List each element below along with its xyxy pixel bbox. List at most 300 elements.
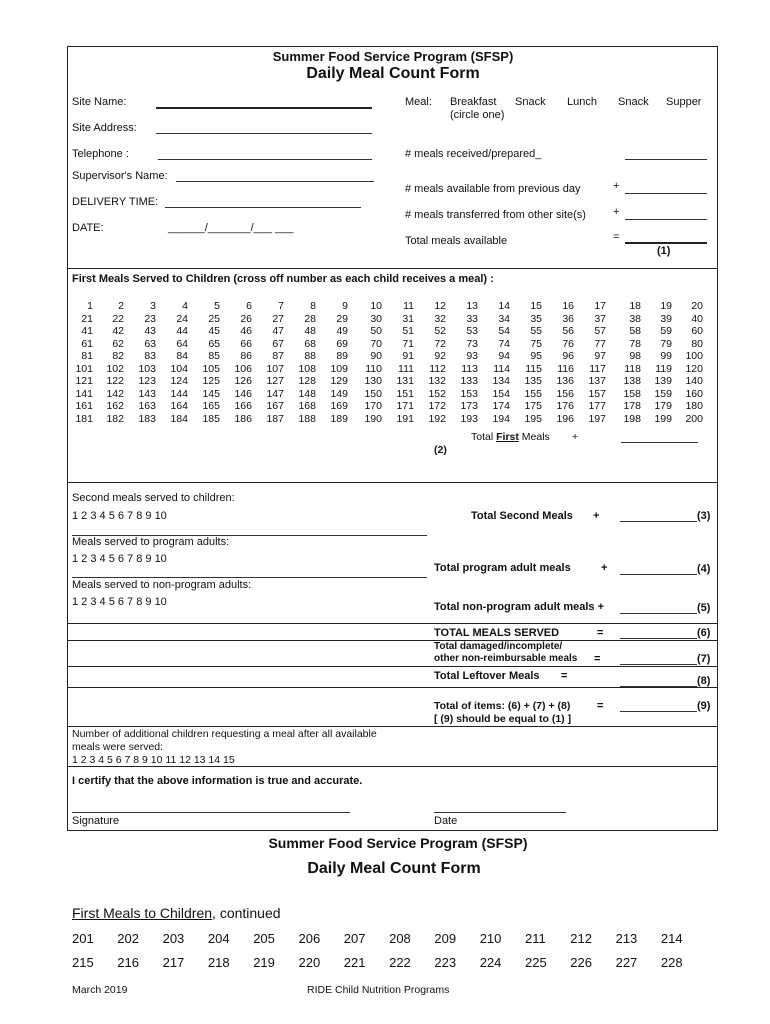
meal-number[interactable]: 161 — [75, 400, 93, 412]
meal-number[interactable]: 9 — [342, 300, 348, 312]
continued-heading — [72, 905, 281, 921]
meal-number[interactable]: 32 — [434, 312, 446, 325]
meal-number[interactable]: 12 — [434, 300, 446, 312]
meal-number[interactable]: 108 — [298, 362, 316, 375]
meal-number[interactable]: 7 — [278, 300, 284, 312]
total-first-meals-field[interactable] — [621, 442, 698, 443]
meal-number[interactable]: 126 — [234, 375, 252, 387]
meal-number[interactable]: 149 — [330, 387, 348, 400]
meal-number[interactable]: 162 — [106, 400, 124, 412]
section-divider — [67, 623, 718, 624]
plus-sign: + — [613, 180, 620, 192]
meal-number[interactable]: 114 — [493, 362, 510, 375]
meal-number[interactable]: 35 — [530, 312, 542, 325]
meal-number[interactable]: 40 — [691, 312, 703, 325]
meal-number[interactable]: 86 — [240, 350, 252, 362]
meal-number[interactable]: 98 — [629, 350, 641, 362]
date-signature-label: Date — [434, 815, 458, 827]
telephone-field[interactable] — [158, 159, 372, 160]
meal-number[interactable]: 64 — [176, 337, 188, 350]
meal-number[interactable]: 17 — [594, 300, 606, 312]
meal-number[interactable]: 101 — [75, 362, 93, 375]
total-available-field[interactable] — [625, 242, 707, 244]
meal-number[interactable]: 79 — [660, 337, 672, 350]
meal-number[interactable]: 215 — [72, 955, 94, 970]
meal-number[interactable]: 2 — [118, 300, 124, 312]
meal-number[interactable]: 31 — [402, 312, 414, 325]
section-divider — [67, 726, 718, 727]
meal-number[interactable]: 118 — [624, 362, 641, 375]
page2-form-title: Daily Meal Count Form — [307, 860, 481, 877]
leftover-label: Total Leftover Meals — [434, 670, 540, 682]
meals-transferred-field[interactable] — [625, 219, 707, 220]
meal-number[interactable]: 60 — [691, 325, 703, 337]
meal-number[interactable]: 25 — [208, 312, 220, 325]
meal-number[interactable]: 33 — [466, 312, 478, 325]
meal-number[interactable]: 11 — [403, 300, 414, 312]
meal-number[interactable]: 99 — [660, 350, 672, 362]
meal-number[interactable]: 24 — [176, 312, 188, 325]
meal-number[interactable]: 171 — [396, 400, 414, 412]
meal-number[interactable]: 29 — [336, 312, 348, 325]
meal-number[interactable]: 139 — [654, 375, 672, 387]
separator — [72, 577, 427, 578]
meal-number[interactable]: 148 — [298, 387, 316, 400]
meal-number[interactable]: 15 — [530, 300, 542, 312]
total-first-suffix: Meals — [518, 431, 550, 443]
meal-number[interactable]: 180 — [685, 400, 703, 412]
meal-number[interactable]: 65 — [208, 337, 220, 350]
meal-number[interactable]: 92 — [434, 350, 446, 362]
meal-number[interactable]: 142 — [106, 387, 124, 400]
meal-number[interactable]: 217 — [162, 955, 185, 970]
meal-number[interactable]: 213 — [615, 931, 638, 946]
damaged-meals-field[interactable] — [620, 664, 697, 665]
meal-number[interactable]: 166 — [234, 400, 252, 412]
meal-number[interactable]: 172 — [428, 400, 446, 412]
meal-number[interactable]: 26 — [240, 312, 252, 325]
meal-number[interactable]: 170 — [364, 400, 382, 412]
meal-number[interactable]: 47 — [272, 325, 284, 337]
meal-number[interactable]: 19 — [660, 300, 672, 312]
meal-number[interactable]: 49 — [336, 325, 348, 337]
meal-number[interactable]: 39 — [660, 312, 672, 325]
second-meals-numbers[interactable]: 1 2 3 4 5 6 7 8 9 10 — [72, 510, 167, 522]
meal-number[interactable]: 74 — [498, 337, 510, 350]
meal-number[interactable]: 202 — [117, 931, 139, 946]
meal-number[interactable]: 188 — [298, 412, 316, 425]
meal-number[interactable]: 175 — [524, 400, 542, 412]
meal-number[interactable]: 78 — [629, 337, 641, 350]
meal-number[interactable]: 94 — [498, 350, 510, 362]
meal-number[interactable]: 73 — [466, 337, 478, 350]
nonprogram-adults-label: Meals served to non-program adults: — [72, 579, 252, 591]
meal-number[interactable]: 51 — [402, 325, 414, 337]
number-row — [70, 363, 703, 376]
meal-number[interactable]: 102 — [106, 362, 124, 375]
meal-number[interactable]: 176 — [556, 400, 574, 412]
meal-number[interactable]: 119 — [655, 362, 672, 375]
meal-number[interactable]: 58 — [629, 325, 641, 337]
total-second-meals-label: Total Second Meals — [471, 510, 573, 522]
meal-number[interactable]: 200 — [685, 412, 703, 425]
date-signature-field[interactable] — [434, 812, 566, 813]
meal-number[interactable]: 156 — [556, 387, 574, 400]
meal-number[interactable]: 210 — [479, 931, 502, 946]
meal-number[interactable]: 83 — [144, 350, 156, 362]
meal-number[interactable]: 72 — [434, 337, 446, 350]
meal-number[interactable]: 159 — [654, 387, 672, 400]
meal-number[interactable]: 146 — [234, 387, 252, 400]
meal-number[interactable]: 189 — [330, 412, 348, 425]
meal-number[interactable]: 20 — [691, 300, 703, 312]
meal-number[interactable]: 221 — [343, 955, 366, 970]
meal-number[interactable]: 224 — [479, 955, 502, 970]
meal-number[interactable]: 133 — [460, 375, 478, 387]
meal-number[interactable]: 132 — [428, 375, 446, 387]
meal-number[interactable]: 91 — [402, 350, 414, 362]
meal-number[interactable]: 18 — [629, 300, 641, 312]
meal-number[interactable]: 44 — [176, 325, 188, 337]
meal-number[interactable]: 56 — [562, 325, 574, 337]
meal-number[interactable]: 84 — [176, 350, 188, 362]
meal-number[interactable]: 206 — [298, 931, 321, 946]
meal-number[interactable]: 164 — [170, 400, 188, 412]
meal-number[interactable]: 89 — [336, 350, 348, 362]
meal-number[interactable]: 69 — [336, 337, 348, 350]
meal-number[interactable]: 68 — [304, 337, 316, 350]
nonprogram-adults-numbers[interactable]: 1 2 3 4 5 6 7 8 9 10 — [72, 596, 167, 608]
meal-number[interactable]: 183 — [138, 412, 156, 425]
meal-number[interactable]: 93 — [466, 350, 478, 362]
meal-number[interactable]: 8 — [310, 300, 316, 312]
meal-number[interactable]: 182 — [106, 412, 124, 425]
meal-number[interactable]: 34 — [498, 312, 510, 325]
total-program-adult-label: Total program adult meals — [434, 562, 571, 574]
meal-number[interactable]: 135 — [524, 375, 542, 387]
meal-number[interactable]: 110 — [365, 362, 382, 375]
meal-number[interactable]: 197 — [588, 412, 606, 425]
meal-number[interactable]: 154 — [492, 387, 510, 400]
site-name-label: Site Name: — [72, 96, 127, 108]
ref-3: (3) — [697, 510, 711, 522]
footer-org: RIDE Child Nutrition Programs — [307, 984, 450, 996]
form-title: Daily Meal Count Form — [306, 65, 480, 82]
total-meals-served-field[interactable] — [620, 638, 697, 639]
meal-number[interactable]: 117 — [589, 362, 606, 375]
meal-number[interactable]: 228 — [660, 955, 683, 970]
meal-number[interactable]: 75 — [530, 337, 542, 350]
meal-number[interactable]: 80 — [691, 337, 703, 350]
meal-number[interactable]: 223 — [434, 955, 457, 970]
meal-number[interactable]: 222 — [389, 955, 411, 970]
plus-sign: + — [593, 510, 600, 522]
meal-option-snack-pm[interactable]: Snack — [618, 96, 649, 108]
meal-number[interactable]: 128 — [298, 375, 316, 387]
meal-number[interactable]: 178 — [623, 400, 641, 412]
meal-number[interactable]: 185 — [202, 412, 220, 425]
meal-number[interactable]: 6 — [246, 300, 252, 312]
section-divider — [67, 482, 718, 483]
meal-number[interactable]: 147 — [266, 387, 284, 400]
meal-number[interactable]: 181 — [75, 412, 93, 425]
meal-number[interactable]: 134 — [492, 375, 510, 387]
meal-number[interactable]: 127 — [266, 375, 284, 387]
meal-number[interactable]: 226 — [570, 955, 592, 970]
meal-number[interactable]: 96 — [562, 350, 574, 362]
meal-number[interactable]: 155 — [524, 387, 542, 400]
meal-number[interactable]: 81 — [81, 350, 93, 362]
meal-number[interactable]: 54 — [498, 325, 510, 337]
meal-number[interactable]: 138 — [623, 375, 641, 387]
damaged-label-1: Total damaged/incomplete/ — [434, 641, 563, 652]
meal-number[interactable]: 71 — [402, 337, 414, 350]
meal-number[interactable]: 192 — [428, 412, 446, 425]
date-field[interactable]: ______/_______/___ ___ — [168, 222, 294, 234]
meal-number[interactable]: 38 — [629, 312, 641, 325]
section-divider — [67, 268, 718, 269]
meal-number[interactable]: 205 — [253, 931, 275, 946]
meal-number[interactable]: 104 — [170, 362, 188, 375]
meal-number[interactable]: 123 — [138, 375, 156, 387]
total-second-meals-field[interactable] — [620, 521, 697, 522]
continued-suffix: , continued — [212, 905, 281, 921]
total-program-adult-field[interactable] — [620, 574, 697, 575]
page2-program-title: Summer Food Service Program (SFSP) — [268, 835, 528, 851]
meal-label: Meal: — [405, 96, 432, 108]
site-address-label: Site Address: — [72, 122, 137, 134]
meal-number[interactable]: 195 — [524, 412, 542, 425]
meal-number[interactable]: 199 — [654, 412, 672, 425]
meal-number[interactable]: 225 — [525, 955, 547, 970]
meal-number[interactable]: 76 — [562, 337, 574, 350]
number-row — [70, 313, 703, 326]
meal-number[interactable]: 211 — [525, 931, 546, 946]
program-title: Summer Food Service Program (SFSP) — [272, 49, 514, 64]
meal-number[interactable]: 43 — [144, 325, 156, 337]
meal-number[interactable]: 144 — [170, 387, 188, 400]
total-items-field[interactable] — [620, 711, 697, 712]
meal-number[interactable]: 153 — [460, 387, 478, 400]
meal-number[interactable]: 90 — [370, 350, 382, 362]
meal-number[interactable]: 59 — [660, 325, 672, 337]
meal-number[interactable]: 207 — [343, 931, 366, 946]
meal-number[interactable]: 5 — [214, 300, 220, 312]
meal-option-snack-am[interactable]: Snack — [515, 96, 546, 108]
meal-number[interactable]: 97 — [594, 350, 606, 362]
meal-number[interactable]: 28 — [304, 312, 316, 325]
meal-number[interactable]: 37 — [594, 312, 606, 325]
meal-number[interactable]: 143 — [138, 387, 156, 400]
meal-number[interactable]: 152 — [428, 387, 446, 400]
meal-number[interactable]: 186 — [234, 412, 252, 425]
meal-number[interactable]: 151 — [396, 387, 414, 400]
meal-number[interactable]: 165 — [202, 400, 220, 412]
meal-option-lunch[interactable]: Lunch — [567, 96, 597, 108]
meal-number[interactable]: 201 — [72, 931, 94, 946]
second-meals-label: Second meals served to children: — [72, 492, 235, 504]
meal-number[interactable]: 216 — [117, 955, 139, 970]
ref-4: (4) — [697, 563, 711, 575]
meal-number[interactable]: 107 — [266, 362, 284, 375]
meal-number[interactable]: 212 — [570, 931, 592, 946]
meal-number[interactable]: 30 — [370, 312, 382, 325]
meal-number[interactable]: 105 — [202, 362, 220, 375]
circle-one-note: (circle one) — [450, 109, 505, 121]
ref-5: (5) — [697, 602, 711, 614]
meal-number[interactable]: 111 — [398, 362, 414, 375]
meal-number[interactable]: 55 — [530, 325, 542, 337]
section-divider — [67, 766, 718, 767]
meal-number[interactable]: 70 — [370, 337, 382, 350]
meal-number[interactable]: 145 — [202, 387, 220, 400]
meal-number[interactable]: 196 — [556, 412, 574, 425]
meal-option-supper[interactable]: Supper — [666, 96, 702, 108]
meal-number[interactable]: 116 — [557, 362, 574, 375]
meal-number[interactable]: 100 — [685, 350, 703, 362]
meal-number[interactable]: 61 — [81, 337, 93, 350]
meal-number[interactable]: 158 — [623, 387, 641, 400]
meal-number[interactable]: 187 — [266, 412, 284, 425]
meal-number[interactable]: 125 — [202, 375, 220, 387]
meal-number[interactable]: 193 — [460, 412, 478, 425]
program-adults-numbers[interactable]: 1 2 3 4 5 6 7 8 9 10 — [72, 553, 167, 565]
meal-number[interactable]: 209 — [434, 931, 457, 946]
meal-number[interactable]: 198 — [623, 412, 641, 425]
equals-sign: = — [613, 231, 620, 243]
meal-number[interactable]: 27 — [272, 312, 284, 325]
meals-received-field[interactable] — [625, 159, 707, 160]
meals-previous-field[interactable] — [625, 193, 707, 194]
meal-number[interactable]: 95 — [530, 350, 542, 362]
additional-numbers[interactable]: 1 2 3 4 5 6 7 8 9 10 11 12 13 14 15 — [72, 754, 235, 766]
meal-number[interactable]: 21 — [81, 312, 93, 325]
supervisor-label: Supervisor's Name: — [72, 170, 168, 182]
meal-number[interactable]: 168 — [298, 400, 316, 412]
meal-number[interactable]: 115 — [525, 362, 542, 375]
meal-number[interactable]: 52 — [434, 325, 446, 337]
meal-number[interactable]: 82 — [112, 350, 124, 362]
certify-statement: I certify that the above information is true and accurate. — [72, 775, 363, 787]
meal-number[interactable]: 106 — [234, 362, 252, 375]
supervisor-field[interactable] — [176, 181, 374, 182]
meal-number[interactable]: 129 — [330, 375, 348, 387]
meal-number[interactable]: 45 — [208, 325, 220, 337]
meal-number[interactable]: 179 — [654, 400, 672, 412]
meal-number[interactable]: 67 — [272, 337, 284, 350]
meal-option-breakfast[interactable]: Breakfast — [450, 96, 497, 108]
site-address-field[interactable] — [156, 133, 372, 134]
total-first-meals-label — [471, 431, 550, 443]
meal-number[interactable]: 219 — [253, 955, 275, 970]
meal-number[interactable]: 53 — [466, 325, 478, 337]
meal-number[interactable]: 48 — [304, 325, 316, 337]
signature-field[interactable] — [72, 812, 350, 813]
meal-number[interactable]: 16 — [562, 300, 574, 312]
meal-number[interactable]: 194 — [492, 412, 510, 425]
meal-number[interactable]: 157 — [588, 387, 606, 400]
number-row — [70, 400, 703, 413]
delivery-time-field[interactable] — [165, 207, 361, 208]
plus-sign: + — [572, 431, 579, 443]
meal-number[interactable]: 50 — [370, 325, 382, 337]
meal-number[interactable]: 14 — [498, 300, 510, 312]
ref-2: (2) — [434, 444, 447, 456]
meal-number[interactable]: 163 — [138, 400, 156, 412]
meal-number[interactable]: 227 — [615, 955, 638, 970]
meal-number[interactable]: 66 — [240, 337, 252, 350]
meal-number[interactable]: 167 — [266, 400, 284, 412]
meal-number[interactable]: 173 — [460, 400, 478, 412]
meal-number[interactable]: 160 — [685, 387, 703, 400]
meal-number[interactable]: 130 — [364, 375, 382, 387]
meal-number[interactable]: 10 — [370, 300, 382, 312]
site-name-field[interactable] — [156, 107, 372, 109]
meal-number[interactable]: 85 — [208, 350, 220, 362]
damaged-label-2: other non-reimbursable meals — [434, 653, 578, 664]
meal-number[interactable]: 4 — [182, 300, 188, 312]
meal-number[interactable]: 13 — [466, 300, 478, 312]
meal-number[interactable]: 113 — [461, 362, 478, 375]
meal-number[interactable]: 141 — [75, 387, 93, 400]
meal-number[interactable]: 36 — [562, 312, 574, 325]
meal-number[interactable]: 177 — [588, 400, 606, 412]
meal-number[interactable]: 63 — [144, 337, 156, 350]
meal-number[interactable]: 136 — [556, 375, 574, 387]
meal-number[interactable]: 190 — [364, 412, 382, 425]
number-row — [70, 325, 703, 338]
meal-number[interactable]: 3 — [150, 300, 156, 312]
meal-number[interactable]: 57 — [594, 325, 606, 337]
meal-number[interactable]: 88 — [304, 350, 316, 362]
program-adults-label: Meals served to program adults: — [72, 536, 230, 548]
meal-number[interactable]: 1 — [87, 300, 93, 312]
total-first-prefix: Total — [471, 431, 497, 443]
meal-number[interactable]: 174 — [492, 400, 510, 412]
total-nonprogram-adult-field[interactable] — [620, 613, 697, 614]
meal-number[interactable]: 120 — [685, 362, 703, 375]
meal-number[interactable]: 46 — [240, 325, 252, 337]
meal-number[interactable]: 203 — [162, 931, 185, 946]
meal-number[interactable]: 124 — [170, 375, 188, 387]
meal-number[interactable]: 140 — [685, 375, 703, 387]
meal-number[interactable]: 109 — [330, 362, 348, 375]
meal-number[interactable]: 22 — [112, 312, 124, 325]
meal-number[interactable]: 121 — [75, 375, 93, 387]
meal-number[interactable]: 204 — [207, 931, 230, 946]
meal-number[interactable]: 103 — [138, 362, 156, 375]
meal-number[interactable]: 150 — [364, 387, 382, 400]
meal-number[interactable]: 208 — [389, 931, 411, 946]
meal-number[interactable]: 23 — [144, 312, 156, 325]
meal-number[interactable]: 87 — [272, 350, 284, 362]
meal-number[interactable]: 218 — [207, 955, 230, 970]
meal-number[interactable]: 137 — [588, 375, 606, 387]
meal-number[interactable]: 112 — [429, 362, 446, 375]
meal-number[interactable]: 220 — [298, 955, 321, 970]
meal-number[interactable]: 41 — [81, 325, 93, 337]
meal-number[interactable]: 42 — [112, 325, 124, 337]
meal-number[interactable]: 169 — [330, 400, 348, 412]
meal-number[interactable]: 122 — [106, 375, 124, 387]
meal-number[interactable]: 77 — [594, 337, 606, 350]
meal-number[interactable]: 191 — [396, 412, 414, 425]
section-divider — [67, 687, 718, 688]
meal-number[interactable]: 62 — [112, 337, 124, 350]
meal-number[interactable]: 214 — [660, 931, 683, 946]
meal-number[interactable]: 184 — [170, 412, 188, 425]
meal-number[interactable]: 131 — [396, 375, 414, 387]
